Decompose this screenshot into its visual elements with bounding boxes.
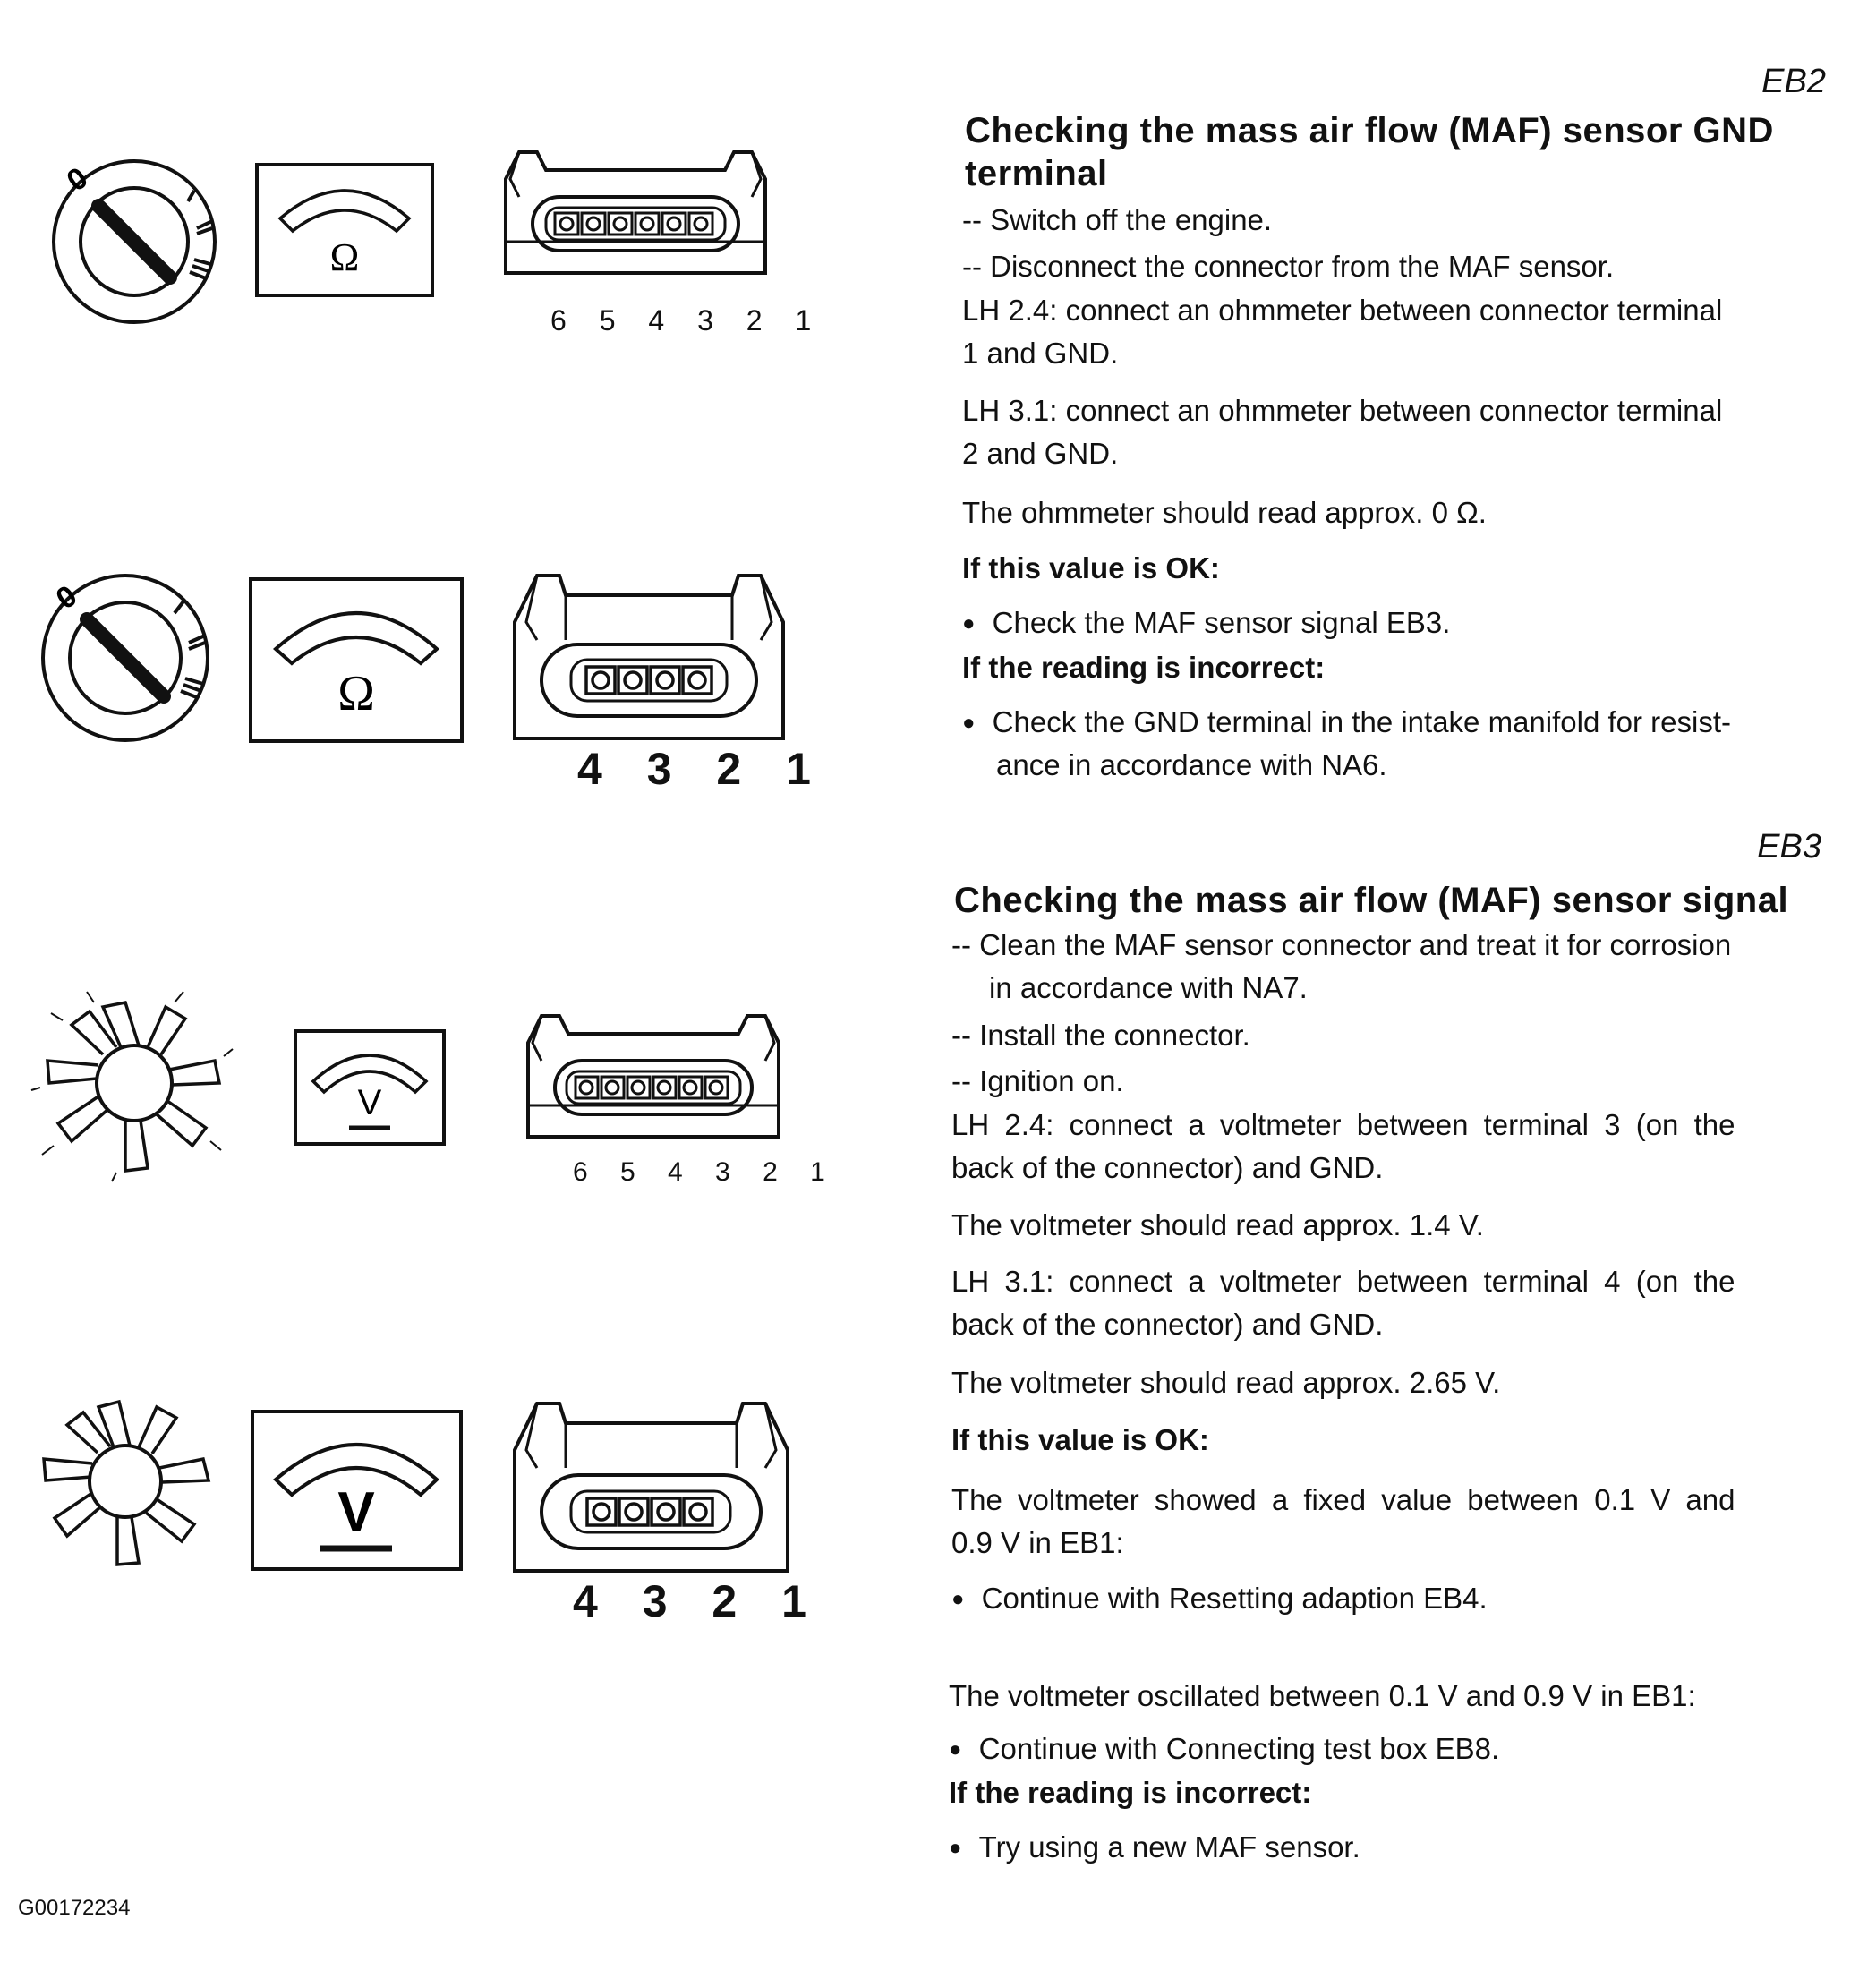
connector-pin-numbers: 6 5 4 3 2 1	[573, 1157, 838, 1187]
instruction-text: LH 2.4: connect a voltmeter between terminal 3 (on the	[951, 1108, 1735, 1141]
bullet-icon: ●	[949, 1836, 962, 1860]
step-continuation: in accordance with NA7.	[989, 971, 1308, 1004]
instruction-text: The voltmeter showed a fixed value between 0.1 V and	[951, 1483, 1735, 1516]
bullet-continuation: ance in accordance with NA6.	[996, 748, 1387, 781]
bullet-item	[962, 701, 1731, 745]
instruction-text: LH 3.1: connect a voltmeter between terminal 4 (on the	[951, 1265, 1735, 1298]
bullet-text: Try using a new MAF sensor.	[978, 1830, 1360, 1864]
svg-text:0: 0	[60, 160, 95, 199]
bad-heading: If the reading is incorrect:	[949, 1776, 1312, 1809]
connector-pin-numbers: 4 3 2 1	[573, 1576, 823, 1626]
instruction-text: back of the connector) and GND.	[951, 1151, 1384, 1184]
ok-heading: If this value is OK:	[951, 1423, 1209, 1456]
connector-pin-numbers: 4 3 2 1	[577, 744, 827, 794]
connector-pin-numbers: 6 5 4 3 2 1	[550, 304, 824, 337]
instruction-text: 0.9 V in EB1:	[951, 1526, 1124, 1559]
svg-text:Ω: Ω	[337, 666, 375, 721]
instruction-text: The voltmeter oscillated between 0.1 V and 0.9 V in EB1:	[949, 1679, 1696, 1712]
ignition-switch-off-icon	[40, 573, 210, 743]
section-title-eb3: Checking the mass air flow (MAF) sensor signal	[954, 881, 1789, 920]
voltmeter-icon	[294, 1029, 446, 1146]
bullet-item	[951, 1577, 1488, 1621]
reading-text: The ohmmeter should read approx. 0 Ω.	[962, 496, 1487, 529]
engine-fan-running-icon	[31, 1387, 219, 1575]
connector-4-pin-icon	[501, 1396, 801, 1575]
connector-6-pin-icon	[483, 143, 788, 286]
bullet-item	[962, 601, 1450, 645]
step-text: -- Ignition on.	[951, 1064, 1124, 1097]
ohmmeter-icon	[249, 577, 464, 743]
svg-text:0: 0	[49, 578, 84, 617]
ignition-switch-off-icon	[49, 157, 219, 327]
step-text: -- Disconnect the connector from the MAF sensor.	[962, 250, 1615, 283]
step-text: -- Switch off the engine.	[962, 203, 1273, 236]
instruction-text: 2 and GND.	[962, 437, 1119, 470]
svg-text:V: V	[337, 1481, 375, 1543]
bullet-text: Check the GND terminal in the intake manifold for resist-	[992, 705, 1731, 738]
bullet-icon: ●	[962, 611, 976, 636]
bullet-text: Continue with Connecting test box EB8.	[978, 1732, 1500, 1765]
bullet-text: Continue with Resetting adaption EB4.	[981, 1582, 1488, 1615]
ok-heading: If this value is OK:	[962, 551, 1220, 584]
bad-heading: If the reading is incorrect:	[962, 651, 1326, 684]
bullet-icon: ●	[951, 1587, 965, 1611]
instruction-text: LH 2.4: connect an ohmmeter between connector terminal	[962, 294, 1723, 327]
bullet-text: Check the MAF sensor signal EB3.	[992, 606, 1451, 639]
ohmmeter-icon	[255, 163, 434, 297]
step-text: -- Clean the MAF sensor connector and treat it for corrosion	[951, 928, 1732, 961]
svg-text:Ω: Ω	[329, 235, 360, 279]
reading-text: The voltmeter should read approx. 1.4 V.	[951, 1208, 1484, 1241]
title-line: Checking the mass air flow (MAF) sensor GND	[965, 111, 1774, 150]
figure-id: G00172234	[18, 1896, 131, 1920]
bullet-item	[949, 1727, 1499, 1771]
instruction-text: 1 and GND.	[962, 337, 1119, 370]
connector-6-pin-icon	[506, 1007, 801, 1150]
section-code-eb3: EB3	[1757, 828, 1821, 866]
section-code-eb2: EB2	[1761, 63, 1826, 100]
title-line: terminal	[965, 154, 1108, 193]
reading-text: The voltmeter should read approx. 2.65 V.	[951, 1366, 1501, 1399]
svg-text:V: V	[357, 1083, 382, 1122]
bullet-icon: ●	[962, 711, 976, 735]
bullet-icon: ●	[949, 1737, 962, 1762]
instruction-text: back of the connector) and GND.	[951, 1308, 1384, 1341]
engine-fan-running-icon	[31, 985, 237, 1181]
voltmeter-icon	[251, 1410, 463, 1571]
section-title-eb2	[965, 109, 1774, 195]
step-text: -- Install the connector.	[951, 1019, 1250, 1052]
bullet-item	[949, 1826, 1360, 1870]
connector-4-pin-icon	[501, 568, 797, 743]
instruction-text: LH 3.1: connect an ohmmeter between connector terminal	[962, 394, 1723, 427]
